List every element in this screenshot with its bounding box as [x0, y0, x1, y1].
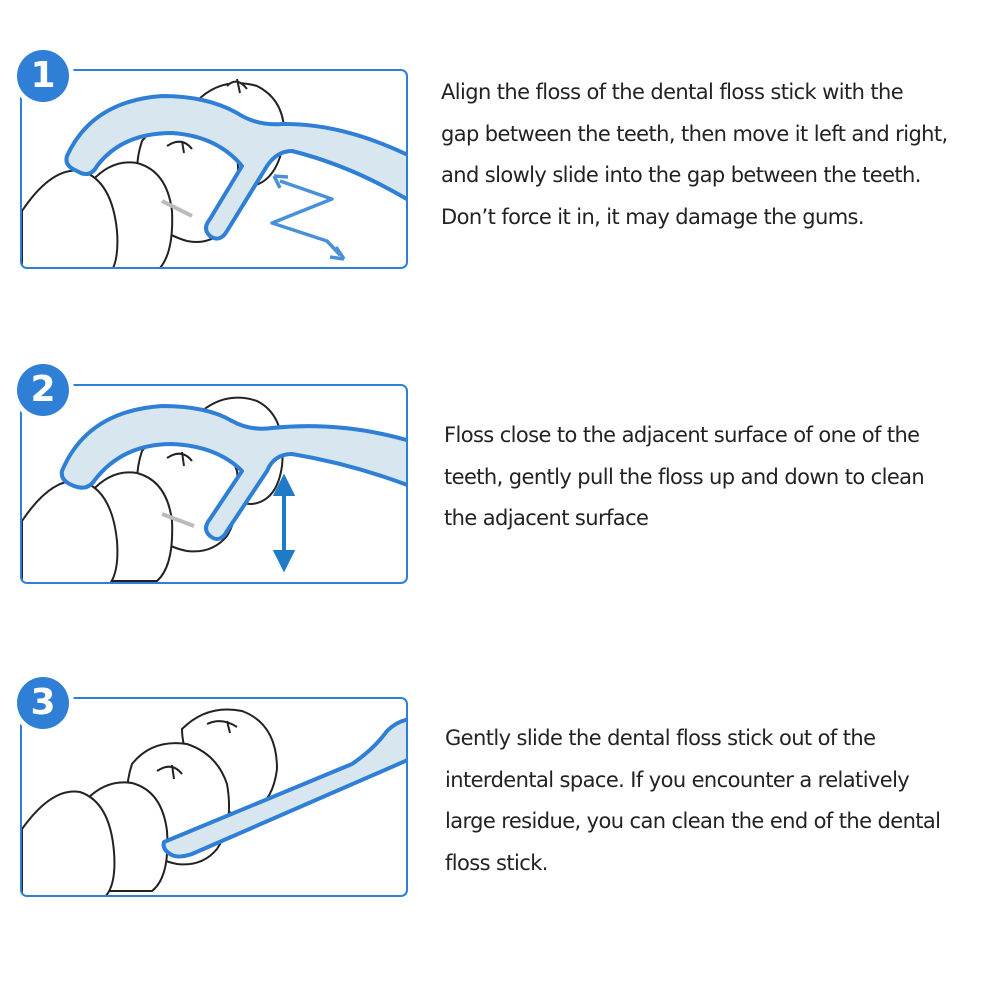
- floss-pull-illustration: [22, 386, 408, 584]
- description-line: Floss close to the adjacent surface of one of the: [444, 423, 920, 447]
- description-line: and slowly slide into the gap between the teeth.: [441, 163, 921, 187]
- step-description: [444, 415, 924, 540]
- description-line: the adjacent surface: [444, 506, 649, 530]
- description-line: interdental space. If you encounter a relatively: [445, 767, 910, 792]
- step-description: [441, 72, 948, 238]
- description-line: large residue, you can clean the end of the dental: [445, 809, 941, 833]
- description-line: gap between the teeth, then move it left and right,: [441, 121, 948, 146]
- illustration-frame: [20, 384, 408, 584]
- floss-insert-illustration: [22, 71, 408, 269]
- description-line: Gently slide the dental floss stick out of the: [445, 726, 876, 750]
- illustration-frame: [20, 69, 408, 269]
- description-line: Align the floss of the dental floss stick with the: [441, 80, 904, 104]
- floss-slide-out-illustration: [22, 699, 408, 897]
- description-line: Don’t force it in, it may damage the gums.: [441, 204, 864, 229]
- illustration-frame: [20, 697, 408, 897]
- step-number-badge: 1: [17, 50, 69, 102]
- description-line: teeth, gently pull the floss up and down to clean: [444, 464, 925, 489]
- step-number-badge: 2: [17, 364, 69, 416]
- step-number-badge: 3: [17, 677, 69, 729]
- step-description: [445, 718, 940, 884]
- description-line: floss stick.: [445, 850, 548, 875]
